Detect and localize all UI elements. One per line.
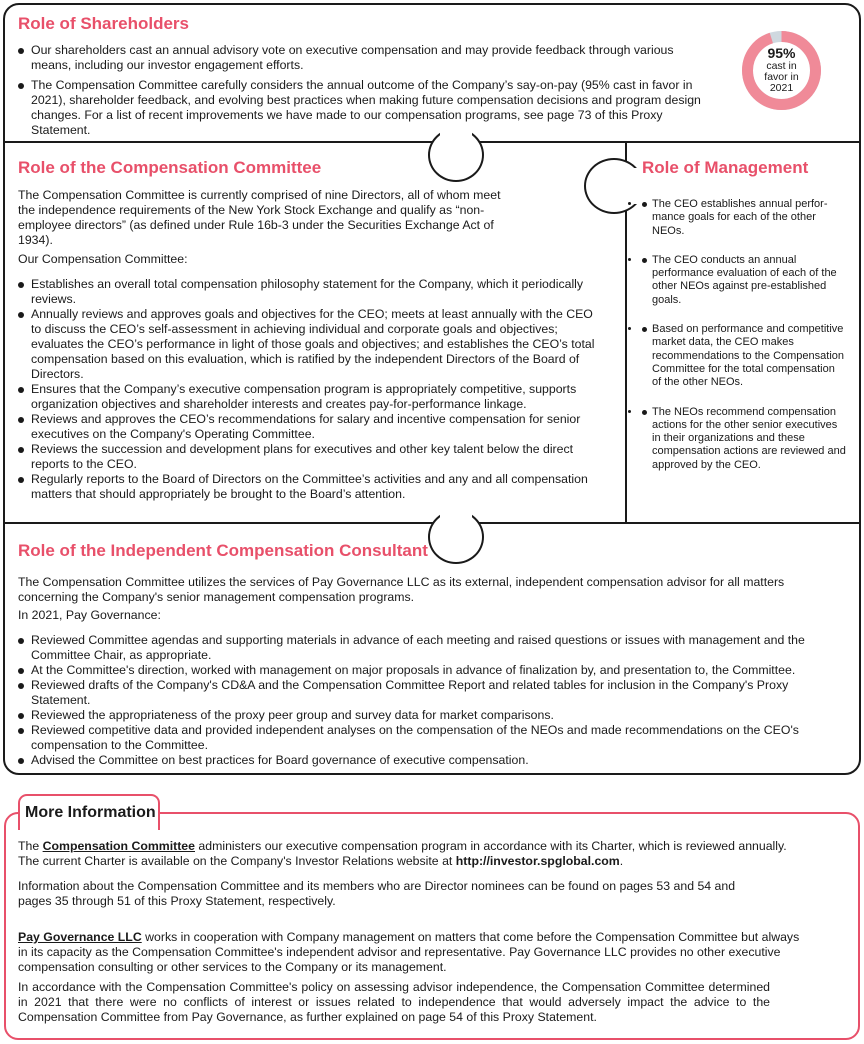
- investor-relations-url[interactable]: http://investor.spglobal.com: [455, 854, 620, 868]
- list-item: Establishes an overall total compensation philosophy statement for the Company, which it periodically reviews.: [17, 277, 595, 307]
- list-item: Reviews and approves the CEO’s recommendations for salary and incentive compensation for senior executives on the Company's Operating Committee.: [17, 412, 595, 442]
- list-item: At the Committee's direction, worked with management on major proposals in advance of finalization by, and presentation to, the Committee.: [17, 663, 847, 678]
- committee-lead: Our Compensation Committee:: [18, 252, 188, 266]
- management-title: Role of Management: [642, 158, 809, 177]
- pay-governance-link[interactable]: Pay Governance LLC: [18, 930, 142, 944]
- shareholders-title: Role of Shareholders: [18, 14, 189, 33]
- committee-bullets: [17, 277, 595, 502]
- list-item: Advised the Committee on best practices for Board governance of executive compensation.: [17, 753, 847, 768]
- more-info-p4: In accordance with the Compensation Committee's policy on assessing advisor independence, the Compensation Committee determined in 2021 that there were no conflicts of interest or issues related to independence that would adversely impact the advice to the Compensation Committee from Pay Governance, as further explained on page 54 of this Proxy Statement.: [18, 980, 770, 1024]
- list-item: • The NEOs recommend compensation actions for the other senior executives in their organizations and these compensation actions are reviewed and approved by the CEO.: [641, 406, 846, 472]
- list-item: Annually reviews and approves goals and objectives for the CEO; meets at least annually with the CEO to discuss the CEO’s self-assessment in achieving individual and corporate goals and objectives; evaluates the CEO’s performance in light of those goals and objectives; and establishes the CEO’s total compensation based on this evaluation, which is ratified by the independent Directors of the Board of Directors.: [17, 307, 595, 382]
- more-info-p2: Information about the Compensation Committee and its members who are Director nominees can be found on pages 53 and 54 and pages 35 through 51 of this Proxy Statement, respectively.: [18, 879, 736, 908]
- consultant-lead: In 2021, Pay Governance:: [18, 608, 161, 622]
- list-item: Our shareholders cast an annual advisory vote on executive compensation and may provide feedback through various means, including our investor engagement efforts.: [17, 43, 717, 73]
- compensation-committee-link[interactable]: Compensation Committee: [42, 839, 195, 853]
- donut-label: [740, 46, 823, 94]
- donut-line2: favor in: [764, 71, 799, 83]
- list-item: The Compensation Committee carefully considers the annual outcome of the Company’s say-on-pay (95% cast in favor in 2021), shareholder feedback, and evolving best practices when making future compensation decisions and program design changes. For a list of recent improvements we have made to our compensation programs, see page 73 of this Proxy Statement.: [17, 78, 717, 138]
- shareholders-bullets: [17, 43, 717, 138]
- list-item: Ensures that the Company’s executive compensation program is appropriately competitive, supports organization objectives and shareholder interests and creates pay-for-performance linkage.: [17, 382, 595, 412]
- list-item: Reviewed Committee agendas and supporting materials in advance of each meeting and raised questions or issues with management and the Committee Chair, as appropriate.: [17, 633, 847, 663]
- consultant-bullets: [17, 633, 847, 768]
- consultant-title: Role of the Independent Compensation Consultant: [18, 541, 428, 560]
- donut-line3: 2021: [769, 82, 794, 94]
- list-item: Reviews the succession and development plans for executives and other key talent below the direct reports to the CEO.: [17, 442, 595, 472]
- committee-intro: The Compensation Committee is currently comprised of nine Directors, all of whom meet the independence requirements of the New York Stock Exchange and qualify as “non-employee directors” (as defined under Rule 16b-3 under the Securities Exchange Act of 1934).: [18, 188, 501, 247]
- list-item: • The CEO conducts an annual performance evaluation of each of the other NEOs against pre-established goals.: [641, 254, 846, 307]
- list-item: • The CEO establishes annual perfor-mance goals for each of the other NEOs.: [641, 198, 846, 238]
- list-item: Reviewed drafts of the Company's CD&A and the Compensation Committee Report and related tables for inclusion in the Company's Proxy Statement.: [17, 678, 847, 708]
- list-item: Reviewed competitive data and provided independent analyses on the compensation of the NEOs and made recommendations on the CEO's compensation to the Committee.: [17, 723, 847, 753]
- consultant-intro: The Compensation Committee utilizes the services of Pay Governance LLC as its external, independent compensation advisor for all matters concerning the Company's senior management compensation programs.: [18, 575, 785, 604]
- more-info-title: More Information: [25, 804, 156, 821]
- list-item: Reviewed the appropriateness of the proxy peer group and survey data for market comparisons.: [17, 708, 847, 723]
- list-item: Regularly reports to the Board of Directors on the Committee’s activities and any and all compensation matters that should appropriately be brought to the Board’s attention.: [17, 472, 595, 502]
- list-item: • Based on performance and competitive market data, the CEO makes recommendations to the Compensation Committee for the total compensation of the other NEOs.: [641, 323, 846, 389]
- donut-percent: 95%: [767, 45, 796, 61]
- donut-line1: cast in: [766, 60, 797, 72]
- more-info-p1: The Compensation Committee administers our executive compensation program in accordance with its Charter, which is reviewed annually. The current Charter is available on the Company's Investor Relations website at http://investor.spglobal.com.: [18, 839, 787, 868]
- management-bullets: [641, 198, 846, 472]
- committee-title: Role of the Compensation Committee: [18, 158, 322, 177]
- more-info-p3: Pay Governance LLC works in cooperation with Company management on matters that come before the Compensation Committee but always in its capacity as the Compensation Committee's independent advisor and representative. Pay Governance LLC provides no other executive compensation consulting or other services to the Company or its management.: [18, 930, 800, 974]
